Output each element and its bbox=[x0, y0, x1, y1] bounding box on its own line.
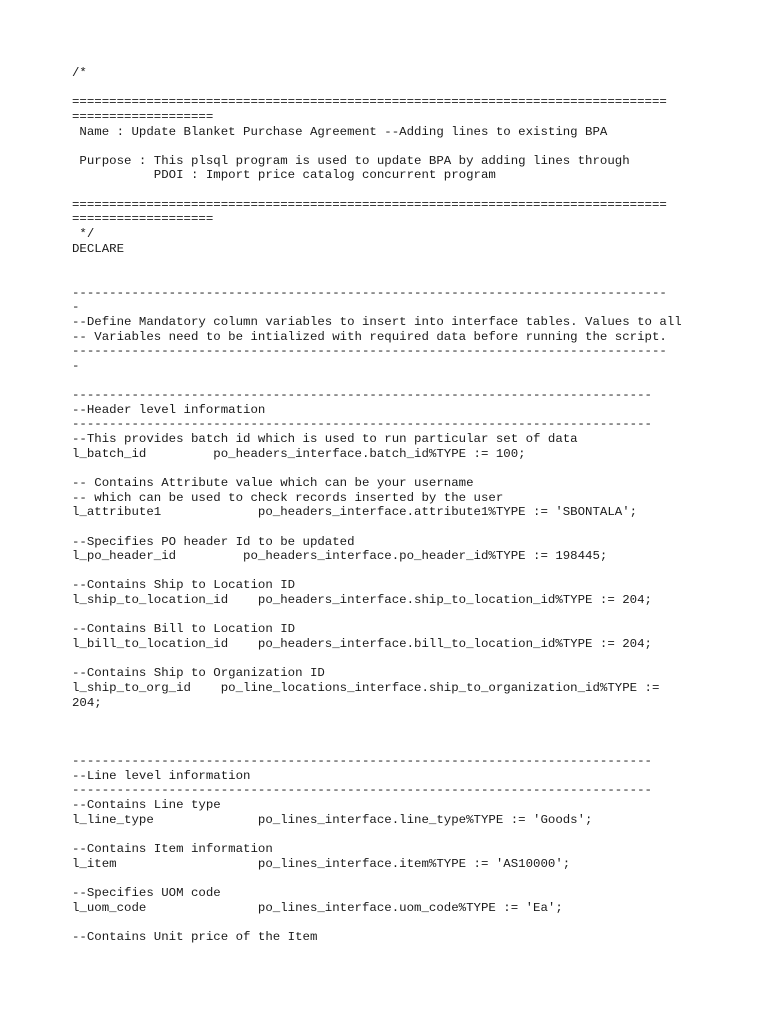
code-line: Name : Update Blanket Purchase Agreement --Adding lines to existing BPA bbox=[72, 124, 608, 139]
code-line: --Define Mandatory column variables to insert into interface tables. Values to all bbox=[72, 314, 682, 329]
code-line: --Header level information bbox=[72, 402, 266, 417]
code-line: --Specifies UOM code bbox=[72, 885, 221, 900]
code-line: l_line_type po_lines_interface.line_type%TYPE := 'Goods'; bbox=[72, 812, 593, 827]
code-line: ------------------------------------------------------------------------------ bbox=[72, 417, 652, 432]
code-line bbox=[72, 739, 712, 754]
code-line: l_item po_lines_interface.item%TYPE := 'AS10000'; bbox=[72, 856, 571, 871]
code-line bbox=[72, 520, 712, 535]
code-line bbox=[72, 871, 712, 886]
code-line: -- which can be used to check records inserted by the user bbox=[72, 490, 504, 505]
plsql-code-listing bbox=[72, 66, 712, 944]
code-line: - bbox=[72, 358, 80, 373]
code-line: l_po_header_id po_headers_interface.po_header_id%TYPE := 198445; bbox=[72, 549, 608, 564]
code-line bbox=[72, 256, 712, 271]
code-line: --Contains Item information bbox=[72, 841, 273, 856]
code-line bbox=[72, 652, 712, 667]
code-line bbox=[72, 564, 712, 579]
code-line: l_attribute1 po_headers_interface.attribute1%TYPE := 'SBONTALA'; bbox=[72, 505, 638, 520]
code-line bbox=[72, 271, 712, 286]
code-line: ------------------------------------------------------------------------------ bbox=[72, 783, 652, 798]
code-line: PDOI : Import price catalog concurrent program bbox=[72, 168, 496, 183]
code-line: =================== bbox=[72, 212, 214, 227]
code-line: -- Contains Attribute value which can be your username bbox=[72, 475, 474, 490]
code-line: Purpose : This plsql program is used to update BPA by adding lines through bbox=[72, 153, 630, 168]
code-line: ================================================================================ bbox=[72, 95, 667, 110]
code-line: l_batch_id po_headers_interface.batch_id%TYPE := 100; bbox=[72, 446, 526, 461]
code-line bbox=[72, 139, 712, 154]
code-line: -------------------------------------------------------------------------------- bbox=[72, 344, 667, 359]
code-line bbox=[72, 81, 712, 96]
code-line: l_ship_to_location_id po_headers_interface.ship_to_location_id%TYPE := 204; bbox=[72, 593, 652, 608]
code-line: l_ship_to_org_id po_line_locations_interface.ship_to_organization_id%TYPE := bbox=[72, 680, 660, 695]
code-line: l_uom_code po_lines_interface.uom_code%TYPE := 'Ea'; bbox=[72, 900, 563, 915]
code-line bbox=[72, 373, 712, 388]
code-line bbox=[72, 725, 712, 740]
code-line: ------------------------------------------------------------------------------ bbox=[72, 388, 652, 403]
code-line: --Line level information bbox=[72, 768, 251, 783]
code-line: --Specifies PO header Id to be updated bbox=[72, 534, 355, 549]
code-line: DECLARE bbox=[72, 241, 125, 256]
code-line: l_bill_to_location_id po_headers_interface.bill_to_location_id%TYPE := 204; bbox=[72, 636, 652, 651]
code-line: --Contains Ship to Location ID bbox=[72, 578, 296, 593]
code-line bbox=[72, 915, 712, 930]
code-line: --This provides batch id which is used to run particular set of data bbox=[72, 432, 578, 447]
code-line: - bbox=[72, 300, 80, 315]
code-line: /* bbox=[72, 66, 87, 80]
code-line: --Contains Bill to Location ID bbox=[72, 622, 296, 637]
code-line bbox=[72, 827, 712, 842]
code-line: -- Variables need to be intialized with required data before running the script. bbox=[72, 329, 667, 344]
code-line: =================== bbox=[72, 109, 214, 124]
code-line bbox=[72, 608, 712, 623]
code-line: --Contains Ship to Organization ID bbox=[72, 666, 325, 681]
code-line: --Contains Unit price of the Item bbox=[72, 929, 318, 944]
code-line bbox=[72, 183, 712, 198]
code-line: */ bbox=[72, 227, 95, 242]
code-line: ================================================================================ bbox=[72, 197, 667, 212]
code-line bbox=[72, 710, 712, 725]
code-line: --Contains Line type bbox=[72, 798, 221, 813]
code-line: 204; bbox=[72, 695, 102, 710]
code-line: ------------------------------------------------------------------------------ bbox=[72, 754, 652, 769]
code-line: -------------------------------------------------------------------------------- bbox=[72, 285, 667, 300]
code-line bbox=[72, 461, 712, 476]
